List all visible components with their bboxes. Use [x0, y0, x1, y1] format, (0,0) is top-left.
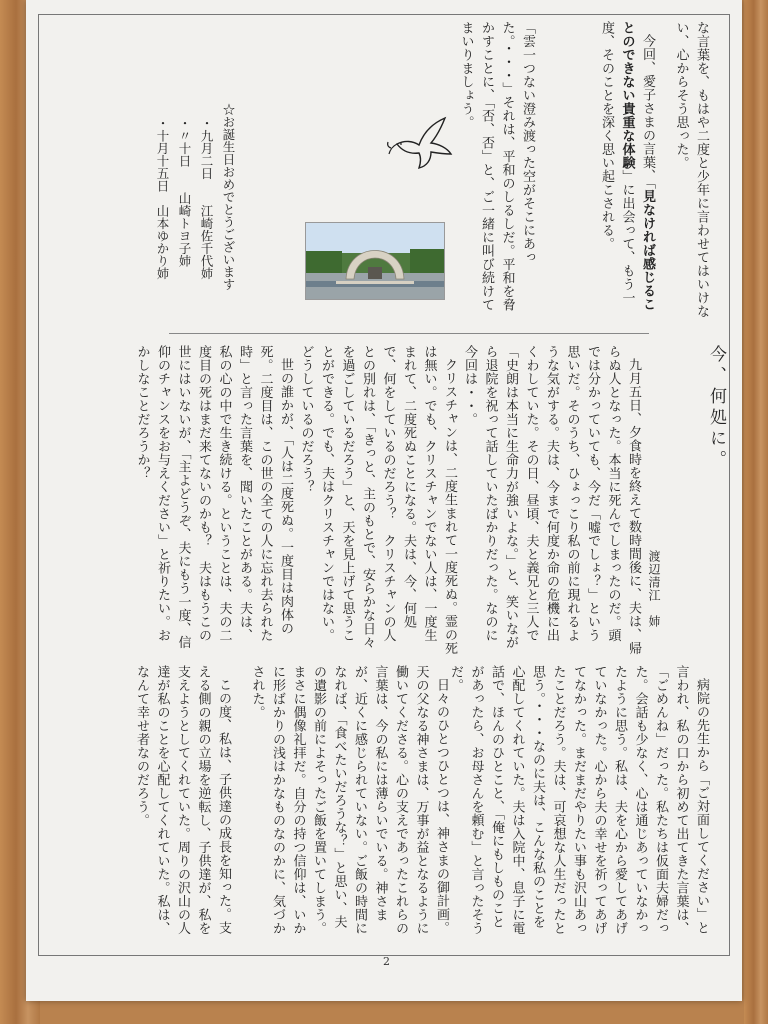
quote-text-b: 」に出会って、もう一度、そのことを深く思い起こされる。 [599, 21, 635, 305]
paragraph-sept-fifth: 九月五日、夕食時を終えて数時間後に、夫は、帰らぬ人となった。本当に死んでしまったのだ。頭では分かっていても、今だ「嘘でしょ？」という思いだ。そのうち、ひょっこり私の前に現れるような気がする。夫は、今まで何度か命の危機に出くわしていた。その日、昼頃、夫と義兄と三人で「史朗は本当に生命力が強いよな。」と、笑いながら退院を祝って話していたばかりだった。なのに今回は・・。 [462, 345, 641, 655]
article-author: 渡辺清江 姉 [647, 550, 661, 628]
article-title: 今、何処に。 [706, 345, 726, 471]
birthday-section [149, 103, 239, 313]
newsletter-page [26, 0, 742, 1001]
top-column-1 [659, 21, 711, 321]
wood-background-right [744, 0, 768, 1024]
page-frame [38, 14, 730, 968]
birthday-entry-1: ・九月二日 江崎佐千代姉 [199, 117, 214, 280]
peace-paragraph: 「雲一つない澄み渡った空がそこにあった。・・・」それは、平和のしるしだ。平和を脅かすことに、「否、否」と、ご一緒に叫び続けてまいりましょう。 [458, 21, 535, 312]
top-column-3 [449, 21, 537, 321]
birthday-heading: ☆お誕生日おめでとうございます [221, 103, 236, 291]
top-column-2 [539, 21, 657, 321]
paragraph-hospital: 病院の先生から「ご対面してください」と言われ、私の口から初めて出てきた言葉は、「ごめんね」だった。私たちは仮面夫婦だった。会話も少なく、心は通じあっていなかったように思う。私は、夫を心から愛してあげていなかった。心から夫の幸せを祈ってあげてなかった。まだまだやりたい事も沢山あったことだろう。夫は、可哀想な人生だったと思う。・・・なのに夫は、こんな私のことを心配してくれていた。夫は入院中、息子に電話で、ほんのひとこと、「俺にもしものことがあったら、お母さんを頼む」と言ったそうだ。 [448, 665, 709, 935]
birthday-entry-2: ・〃十日 山崎トヨ子姉 [177, 117, 192, 267]
birthday-entry-3: ・十月十五日 山本ゆかり姉 [155, 117, 170, 280]
aiko-quote-paragraph [596, 21, 658, 321]
peace-memorial-photo [305, 222, 445, 300]
quote-text-a: 今回、愛子さまの言葉、「 [640, 34, 655, 190]
body-lower-right [448, 665, 711, 940]
body-right-block [462, 345, 643, 655]
paragraph-two-deaths: 世の誰かが、「人は二度死ぬ。一度目は肉体の死。二度目は、この世の全ての人に忘れ去られた時」と言った言葉を、聞いたことがある。夫は、私の心の中で生き続ける。ということは、夫の二度目の死はまだ来てないのかも？ 夫はもうこの世にはいないが、「主よどうぞ、夫にもう一度、信仰のチャンスをお与えください」と祈りたい。おかしなことだろうか？ [134, 345, 293, 649]
section-divider [169, 333, 649, 334]
body-left-block [109, 345, 459, 655]
body-lower-left [119, 665, 233, 940]
body-lower-mid [239, 665, 451, 940]
page-number: 2 [383, 955, 390, 968]
closing-text: な言葉を、もはや二度と少年に言わせてはいけない、心からそう思った。 [673, 21, 709, 318]
quote-bold-text: 見なければ感じることのできない貴重な体験 [619, 21, 655, 311]
paragraph-children: この度、私は、子供達の成長を知った。支える側の親の立場を逆転し、子供達が、私を支えようとしてくれていた。周りの沢山の人達が私のことを心配してくれていた。私は、なんて幸せ者なのだろう。 [134, 665, 231, 935]
paragraph-gods-plan: 日々のひとつひとつは、神さまの御計画。天の父なる神さまは、万事が益となるように働いてくださる。心の支えであったこれらの言葉は、今の私には薄らいでいる。神さまが、近くに感じられていない。ご飯の時間になれば、「食べたいだろうな？」と思い、夫の遺影の前によそったご飯を置いてしまう。まさに偶像礼拝だ。自分の持つ信仰は、いかに形ばかりの浅はかなものなのかに、気づかされた。 [249, 665, 449, 935]
paragraph-christian: クリスチャンは、二度生まれて一度死ぬ。霊の死は無い。でも、クリスチャンでない人は、一度生まれて、二度死ぬことになる。夫は、今、何処で、何をしているのだろう？ クリスチャンの人との別れは、「きっと、主のもとで、安らかな日々を過ごしているだろう」と、天を見上げて思うことができる。でも、夫はクリスチャンではない。どうしているのだろう？ [298, 345, 457, 655]
dove-icon [387, 110, 457, 172]
